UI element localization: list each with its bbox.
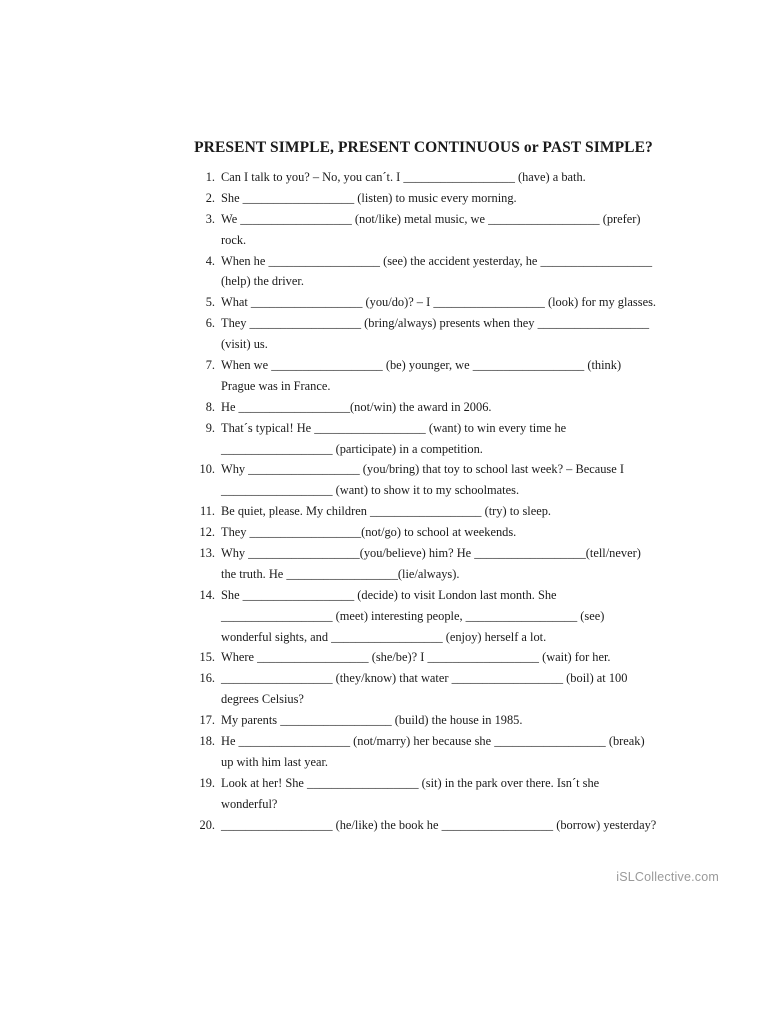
question-text: He __________________ (not/marry) her because she __________________ (break) (221, 734, 645, 749)
question-line (193, 501, 673, 522)
question-text: rock. (221, 232, 247, 247)
question-text: He __________________(not/win) the award in 2006. (221, 399, 492, 414)
question-text: __________________ (he/like) the book he __________________ (borrow) yesterday? (221, 817, 657, 832)
question-text: wonderful sights, and __________________ (enjoy) herself a lot. (221, 629, 547, 644)
question-number: 18. (199, 734, 215, 749)
question-line (193, 355, 673, 376)
question-line (193, 418, 673, 439)
question-line (193, 668, 673, 689)
question-number: 9. (205, 420, 215, 435)
question-text: She __________________ (listen) to music every morning. (221, 190, 517, 205)
question-continuation-line (193, 606, 673, 627)
question-text: Why __________________(you/believe) him? He __________________(tell/never) (221, 546, 641, 561)
question-line (193, 647, 673, 668)
question-continuation-line (193, 376, 673, 397)
question-number: 1. (205, 170, 215, 184)
question-text: Where __________________ (she/be)? I __________________ (wait) for her. (221, 650, 611, 665)
question-text: She __________________ (decide) to visit London last month. She (221, 587, 557, 602)
question-line (193, 209, 673, 230)
question-number: 13. (199, 546, 215, 561)
question-line (193, 731, 673, 752)
question-text: up with him last year. (221, 754, 329, 769)
question-line (193, 585, 673, 606)
question-continuation-line (193, 794, 673, 815)
question-continuation-line (193, 230, 673, 251)
question-text: Be quiet, please. My children __________________ (try) to sleep. (221, 504, 552, 519)
question-continuation-line (193, 752, 673, 773)
question-continuation-line (193, 564, 673, 585)
question-text: Look at her! She __________________ (sit) in the park over there. Isn´t she (221, 775, 600, 790)
question-line (193, 543, 673, 564)
question-text: They __________________(not/go) to school at weekends. (221, 525, 517, 540)
question-text: __________________ (they/know) that water __________________ (boil) at 100 (221, 671, 628, 686)
question-text: (visit) us. (221, 337, 268, 352)
question-text: That´s typical! He __________________ (want) to win every time he (221, 420, 567, 435)
question-continuation-line (193, 627, 673, 648)
question-number: 8. (205, 399, 215, 414)
question-text: Prague was in France. (221, 378, 331, 393)
question-number: 12. (199, 525, 215, 540)
question-number: 11. (199, 504, 215, 519)
question-number: 20. (199, 817, 215, 832)
question-number: 4. (205, 253, 215, 268)
question-number: 14. (199, 587, 215, 602)
question-text: (help) the driver. (221, 274, 304, 289)
question-line (193, 710, 673, 731)
question-text: Can I talk to you? – No, you can´t. I __________________ (have) a bath. (221, 170, 586, 184)
question-number: 7. (205, 358, 215, 373)
question-number: 6. (205, 316, 215, 331)
question-line (193, 167, 673, 188)
question-text: the truth. He __________________(lie/always). (221, 566, 460, 581)
site-watermark: iSLCollective.com (616, 870, 719, 884)
question-text: Why __________________ (you/bring) that toy to school last week? – Because I (221, 462, 624, 477)
question-number: 2. (205, 190, 215, 205)
question-text: We __________________ (not/like) metal music, we __________________ (prefer) (221, 211, 641, 226)
question-line (193, 397, 673, 418)
question-line (193, 292, 673, 313)
question-number: 5. (205, 295, 215, 310)
question-number: 16. (199, 671, 215, 686)
question-line (193, 815, 673, 836)
question-text: My parents __________________ (build) the house in 1985. (221, 713, 523, 728)
question-continuation-line (193, 689, 673, 710)
question-line (193, 251, 673, 272)
question-number: 19. (199, 775, 215, 790)
worksheet-title-row (0, 139, 768, 157)
question-text: __________________ (want) to show it to my schoolmates. (221, 483, 520, 498)
question-text: What __________________ (you/do)? – I __________________ (look) for my glasses. (221, 295, 656, 310)
question-text: When we __________________ (be) younger, we __________________ (think) (221, 358, 622, 373)
worksheet-title: PRESENT SIMPLE, PRESENT CONTINUOUS or PAST SIMPLE? (194, 139, 653, 156)
question-text: __________________ (participate) in a competition. (221, 441, 483, 456)
question-text: When he __________________ (see) the accident yesterday, he __________________ (221, 253, 653, 268)
question-line (193, 522, 673, 543)
question-text: wonderful? (221, 796, 278, 811)
question-continuation-line (193, 480, 673, 501)
question-line (193, 188, 673, 209)
question-number: 3. (205, 211, 215, 226)
question-text: __________________ (meet) interesting people, __________________ (see) (221, 608, 605, 623)
question-line (193, 313, 673, 334)
question-number: 10. (199, 462, 215, 477)
question-list (193, 167, 673, 836)
question-continuation-line (193, 271, 673, 292)
question-number: 17. (199, 713, 215, 728)
question-number: 15. (199, 650, 215, 665)
question-text: They __________________ (bring/always) presents when they __________________ (221, 316, 650, 331)
question-line (193, 773, 673, 794)
question-continuation-line (193, 334, 673, 355)
question-line (193, 459, 673, 480)
question-text: degrees Celsius? (221, 692, 304, 707)
question-continuation-line (193, 439, 673, 460)
